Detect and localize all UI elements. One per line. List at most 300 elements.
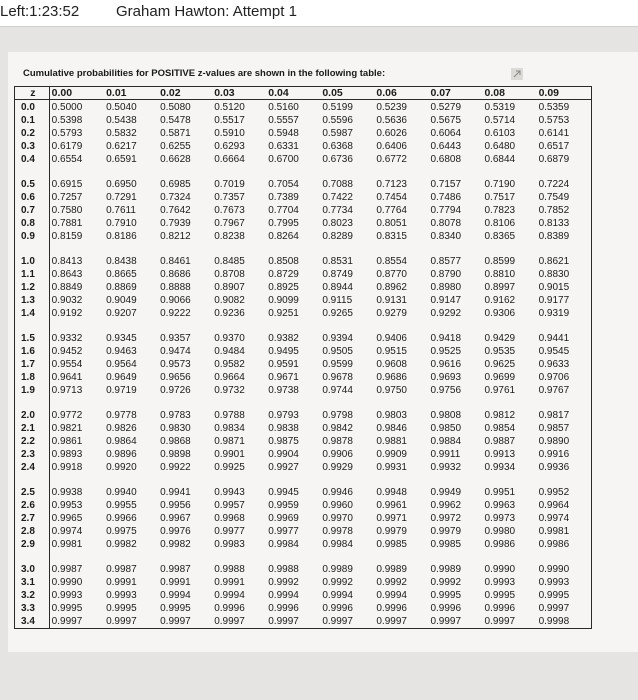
probability-cell: 0.9292 [430,308,462,319]
probability-cell: 0.6844 [484,154,516,165]
z-value-cell: 2.8 [15,525,50,538]
probability-cell: 0.8944 [322,282,353,293]
probability-cell: 0.9963 [484,500,516,511]
probability-cell: 0.9931 [376,462,407,473]
probability-cell: 0.9861 [51,436,83,447]
probability-cell: 0.9997 [214,616,245,627]
table-row [15,114,592,127]
probability-cell: 0.9991 [214,577,245,588]
probability-cell: 0.6985 [160,179,191,190]
table-row [15,486,592,499]
probability-cell: 0.9616 [430,359,462,370]
probability-cell: 0.5319 [484,102,516,113]
probability-cell: 0.9357 [160,333,191,344]
probability-cell: 0.9983 [214,539,245,550]
probability-cell: 0.8790 [430,269,462,280]
probability-cell: 0.9993 [51,590,83,601]
probability-cell: 0.9998 [538,616,570,627]
probability-cell: 0.9345 [106,333,137,344]
probability-cell: 0.6480 [484,141,516,152]
probability-cell: 0.6591 [106,154,137,165]
probability-cell: 0.9875 [268,436,299,447]
probability-cell: 0.9678 [322,372,353,383]
probability-cell: 0.9599 [322,359,353,370]
probability-cell: 0.5040 [106,102,137,113]
table-row [15,230,592,243]
probability-cell: 0.9761 [484,385,516,396]
probability-cell: 0.9986 [484,539,516,550]
probability-cell: 0.8980 [430,282,462,293]
probability-cell: 0.9997 [106,616,137,627]
probability-cell: 0.9890 [538,436,570,447]
probability-cell: 0.7224 [538,179,570,190]
probability-cell: 0.9960 [322,500,353,511]
z-value-cell: 2.4 [15,461,50,474]
time-remaining: Left:1:23:52 [0,3,80,20]
probability-cell: 0.9981 [51,539,83,550]
probability-cell: 0.8315 [376,231,407,242]
group-spacer [15,551,592,563]
probability-cell: 0.9713 [51,385,83,396]
probability-cell: 0.8413 [51,256,83,267]
probability-cell: 0.7257 [51,192,83,203]
probability-cell: 0.9980 [484,526,516,537]
probability-cell: 0.8749 [322,269,353,280]
column-header: 0.07 [428,87,482,100]
probability-cell: 0.9332 [51,333,83,344]
probability-cell: 0.7823 [484,205,516,216]
table-row [15,191,592,204]
probability-cell: 0.5753 [538,115,570,126]
probability-cell: 0.8962 [376,282,407,293]
z-table [14,86,592,629]
probability-cell: 0.9991 [106,577,137,588]
probability-cell: 0.8729 [268,269,299,280]
probability-cell: 0.7995 [268,218,299,229]
probability-cell: 0.8643 [51,269,83,280]
probability-cell: 0.9463 [106,346,137,357]
z-value-cell: 0.8 [15,217,50,230]
probability-cell: 0.8708 [214,269,245,280]
probability-cell: 0.7580 [51,205,83,216]
probability-cell: 0.9162 [484,295,516,306]
column-header: 0.05 [320,87,374,100]
probability-cell: 0.6879 [538,154,570,165]
probability-cell: 0.7704 [268,205,299,216]
probability-cell: 0.9953 [51,500,83,511]
probability-cell: 0.9918 [51,462,83,473]
probability-cell: 0.9871 [214,436,245,447]
probability-cell: 0.5199 [322,102,353,113]
probability-cell: 0.6293 [214,141,245,152]
probability-cell: 0.8997 [484,282,516,293]
probability-cell: 0.9964 [538,500,570,511]
table-row [15,409,592,422]
probability-cell: 0.9996 [484,603,516,614]
probability-cell: 0.9803 [376,410,407,421]
z-column-header: z [15,87,50,100]
probability-cell: 0.9985 [376,539,407,550]
probability-cell: 0.9793 [268,410,299,421]
probability-cell: 0.9966 [106,513,137,524]
probability-cell: 0.9015 [538,282,570,293]
probability-cell: 0.9989 [376,564,407,575]
probability-cell: 0.9850 [430,423,462,434]
z-value-cell: 3.3 [15,602,50,615]
probability-cell: 0.9904 [268,449,299,460]
probability-cell: 0.8869 [106,282,137,293]
probability-cell: 0.5948 [268,128,299,139]
probability-cell: 0.9545 [538,346,570,357]
probability-cell: 0.9808 [430,410,462,421]
probability-cell: 0.9251 [268,308,299,319]
probability-cell: 0.5987 [322,128,353,139]
spacer-cell [49,474,591,486]
group-spacer [15,474,592,486]
probability-cell: 0.9608 [376,359,407,370]
table-caption: Cumulative probabilities for POSITIVE z-values are shown in the following table: [23,68,386,79]
probability-cell: 0.9306 [484,308,516,319]
spacer-cell [15,474,50,486]
probability-cell: 0.9971 [376,513,407,524]
probability-cell: 0.9732 [214,385,245,396]
probability-cell: 0.7019 [214,179,245,190]
probability-cell: 0.9951 [484,487,516,498]
probability-cell: 0.9082 [214,295,245,306]
probability-cell: 0.9962 [430,500,462,511]
probability-cell: 0.9995 [106,603,137,614]
probability-cell: 0.8438 [106,256,137,267]
probability-cell: 0.6915 [51,179,83,190]
z-value-cell: 1.5 [15,332,50,345]
probability-cell: 0.9929 [322,462,353,473]
table-row [15,461,592,474]
probability-cell: 0.9382 [268,333,299,344]
probability-cell: 0.7910 [106,218,137,229]
probability-cell: 0.6736 [322,154,353,165]
z-value-cell: 2.3 [15,448,50,461]
probability-cell: 0.9996 [268,603,299,614]
probability-cell: 0.7852 [538,205,570,216]
probability-cell: 0.9990 [51,577,83,588]
probability-cell: 0.9990 [484,564,516,575]
probability-cell: 0.9934 [484,462,516,473]
probability-cell: 0.6064 [430,128,462,139]
probability-cell: 0.8925 [268,282,299,293]
probability-cell: 0.9821 [51,423,83,434]
probability-cell: 0.6331 [268,141,299,152]
column-header: 0.03 [212,87,266,100]
table-row [15,358,592,371]
probability-cell: 0.6406 [376,141,407,152]
probability-cell: 0.6772 [376,154,407,165]
probability-cell: 0.5636 [376,115,407,126]
table-row [15,512,592,525]
probability-cell: 0.9699 [484,372,516,383]
table-row [15,127,592,140]
probability-cell: 0.9896 [106,449,137,460]
table-row [15,538,592,551]
probability-cell: 0.9826 [106,423,137,434]
probability-cell: 0.9988 [268,564,299,575]
z-value-cell: 0.0 [15,100,50,115]
z-value-cell: 1.1 [15,268,50,281]
probability-cell: 0.9984 [322,539,353,550]
probability-cell: 0.9535 [484,346,516,357]
probability-cell: 0.9772 [51,410,83,421]
z-table-header-row [15,87,592,100]
probability-cell: 0.9830 [160,423,191,434]
probability-cell: 0.5793 [51,128,83,139]
spacer-cell [15,320,50,332]
probability-cell: 0.9982 [160,539,191,550]
z-value-cell: 1.7 [15,358,50,371]
probability-cell: 0.9941 [160,487,191,498]
probability-cell: 0.9932 [430,462,462,473]
probability-cell: 0.6554 [51,154,83,165]
probability-cell: 0.9719 [106,385,137,396]
probability-cell: 0.9441 [538,333,570,344]
probability-cell: 0.6808 [430,154,462,165]
probability-cell: 0.9992 [430,577,462,588]
spacer-cell [49,551,591,563]
top-bar [0,0,638,27]
probability-cell: 0.9846 [376,423,407,434]
probability-cell: 0.8621 [538,256,570,267]
probability-cell: 0.5832 [106,128,137,139]
probability-cell: 0.9452 [51,346,83,357]
probability-cell: 0.9994 [268,590,299,601]
probability-cell: 0.9938 [51,487,83,498]
spacer-cell [49,397,591,409]
probability-cell: 0.6368 [322,141,353,152]
probability-cell: 0.9554 [51,359,83,370]
probability-cell: 0.7881 [51,218,83,229]
probability-cell: 0.9965 [51,513,83,524]
z-value-cell: 1.4 [15,307,50,320]
probability-cell: 0.9911 [430,449,461,460]
probability-cell: 0.9207 [106,308,137,319]
table-row [15,255,592,268]
probability-cell: 0.9898 [160,449,191,460]
probability-cell: 0.7611 [106,205,136,216]
table-row [15,563,592,576]
probability-cell: 0.9798 [322,410,353,421]
probability-cell: 0.8051 [376,218,407,229]
probability-cell: 0.9956 [160,500,191,511]
probability-cell: 0.5160 [268,102,299,113]
spacer-cell [15,166,50,178]
z-value-cell: 3.4 [15,615,50,629]
probability-cell: 0.9978 [322,526,353,537]
probability-cell: 0.9418 [430,333,462,344]
z-value-cell: 1.2 [15,281,50,294]
probability-cell: 0.9943 [214,487,245,498]
probability-cell: 0.5596 [322,115,353,126]
probability-cell: 0.8531 [322,256,353,267]
probability-cell: 0.9484 [214,346,245,357]
probability-cell: 0.9429 [484,333,516,344]
probability-cell: 0.9977 [214,526,245,537]
probability-cell: 0.5714 [484,115,516,126]
z-value-cell: 2.9 [15,538,50,551]
probability-cell: 0.8485 [214,256,245,267]
group-spacer [15,320,592,332]
probability-cell: 0.9906 [322,449,353,460]
probability-cell: 0.9946 [322,487,353,498]
probability-cell: 0.8770 [376,269,407,280]
z-value-cell: 2.2 [15,435,50,448]
probability-cell: 0.9955 [106,500,137,511]
z-value-cell: 3.2 [15,589,50,602]
probability-cell: 0.6700 [268,154,299,165]
attempt-title: Graham Hawton: Attempt 1 [116,3,297,20]
column-header: 0.08 [483,87,537,100]
probability-cell: 0.9974 [51,526,83,537]
probability-cell: 0.9993 [484,577,516,588]
probability-cell: 0.9868 [160,436,191,447]
probability-cell: 0.9909 [376,449,407,460]
z-value-cell: 0.9 [15,230,50,243]
probability-cell: 0.8106 [484,218,516,229]
probability-cell: 0.6217 [106,141,137,152]
probability-cell: 0.9993 [538,577,570,588]
table-row [15,100,592,115]
probability-cell: 0.9936 [538,462,570,473]
probability-cell: 0.9649 [106,372,137,383]
table-row [15,435,592,448]
probability-cell: 0.7734 [322,205,353,216]
probability-cell: 0.9997 [160,616,191,627]
probability-cell: 0.9995 [430,590,462,601]
probability-cell: 0.9854 [484,423,516,434]
probability-cell: 0.9726 [160,385,191,396]
column-header: 0.01 [104,87,158,100]
column-header: 0.00 [49,87,104,100]
probability-cell: 0.9975 [106,526,137,537]
z-value-cell: 1.9 [15,384,50,397]
probability-cell: 0.9992 [376,577,407,588]
probability-cell: 0.9981 [538,526,570,537]
probability-cell: 0.6950 [106,179,137,190]
probability-cell: 0.9997 [51,616,83,627]
probability-cell: 0.7454 [376,192,407,203]
probability-cell: 0.9997 [484,616,516,627]
probability-cell: 0.6026 [376,128,407,139]
z-value-cell: 1.6 [15,345,50,358]
spacer-cell [15,397,50,409]
probability-cell: 0.8340 [430,231,462,242]
z-value-cell: 2.5 [15,486,50,499]
probability-cell: 0.5000 [51,102,83,113]
probability-cell: 0.9973 [484,513,516,524]
probability-cell: 0.7549 [538,192,570,203]
expand-icon[interactable] [511,68,523,80]
group-spacer [15,243,592,255]
probability-cell: 0.6443 [430,141,462,152]
probability-cell: 0.9925 [214,462,245,473]
probability-cell: 0.8810 [484,269,516,280]
probability-cell: 0.9996 [376,603,407,614]
group-spacer [15,166,592,178]
probability-cell: 0.8389 [538,231,570,242]
column-header: 0.06 [374,87,428,100]
z-value-cell: 0.2 [15,127,50,140]
spacer-cell [49,166,591,178]
probability-cell: 0.9995 [51,603,83,614]
spacer-cell [49,320,591,332]
probability-cell: 0.9927 [268,462,299,473]
probability-cell: 0.5871 [160,128,191,139]
probability-cell: 0.9664 [214,372,245,383]
probability-cell: 0.9864 [106,436,137,447]
probability-cell: 0.9959 [268,500,299,511]
probability-cell: 0.8665 [106,269,137,280]
probability-cell: 0.8830 [538,269,570,280]
probability-cell: 0.9857 [538,423,570,434]
probability-cell: 0.9992 [268,577,299,588]
probability-cell: 0.9997 [538,603,570,614]
probability-cell: 0.9993 [106,590,137,601]
probability-cell: 0.9686 [376,372,407,383]
column-header: 0.09 [537,87,592,100]
probability-cell: 0.9881 [376,436,407,447]
table-row [15,217,592,230]
probability-cell: 0.9997 [430,616,462,627]
probability-cell: 0.8554 [376,256,407,267]
probability-cell: 0.8849 [51,282,83,293]
probability-cell: 0.8888 [160,282,191,293]
probability-cell: 0.5279 [430,102,462,113]
probability-cell: 0.9878 [322,436,353,447]
probability-cell: 0.9995 [538,590,570,601]
probability-cell: 0.8238 [214,231,245,242]
probability-cell: 0.9997 [322,616,353,627]
probability-cell: 0.5239 [376,102,407,113]
probability-cell: 0.6141 [538,128,570,139]
spacer-cell [15,243,50,255]
z-value-cell: 2.0 [15,409,50,422]
probability-cell: 0.9997 [268,616,299,627]
probability-cell: 0.9236 [214,308,245,319]
probability-cell: 0.9032 [51,295,83,306]
probability-cell: 0.8686 [160,269,191,280]
table-row [15,332,592,345]
probability-cell: 0.9767 [538,385,570,396]
probability-cell: 0.9985 [430,539,462,550]
probability-cell: 0.9997 [376,616,407,627]
probability-cell: 0.9991 [160,577,191,588]
probability-cell: 0.7939 [160,218,191,229]
probability-cell: 0.8159 [51,231,83,242]
probability-cell: 0.9812 [484,410,516,421]
probability-cell: 0.9994 [322,590,353,601]
probability-cell: 0.9977 [268,526,299,537]
probability-cell: 0.7291 [106,192,137,203]
probability-cell: 0.7054 [268,179,299,190]
z-value-cell: 2.1 [15,422,50,435]
probability-cell: 0.7764 [376,205,407,216]
probability-cell: 0.9591 [268,359,299,370]
probability-cell: 0.9265 [322,308,353,319]
probability-cell: 0.8186 [106,231,137,242]
probability-cell: 0.9115 [322,295,353,306]
probability-cell: 0.9994 [160,590,191,601]
probability-cell: 0.9893 [51,449,83,460]
probability-cell: 0.7389 [268,192,299,203]
probability-cell: 0.9970 [322,513,353,524]
probability-cell: 0.9842 [322,423,353,434]
